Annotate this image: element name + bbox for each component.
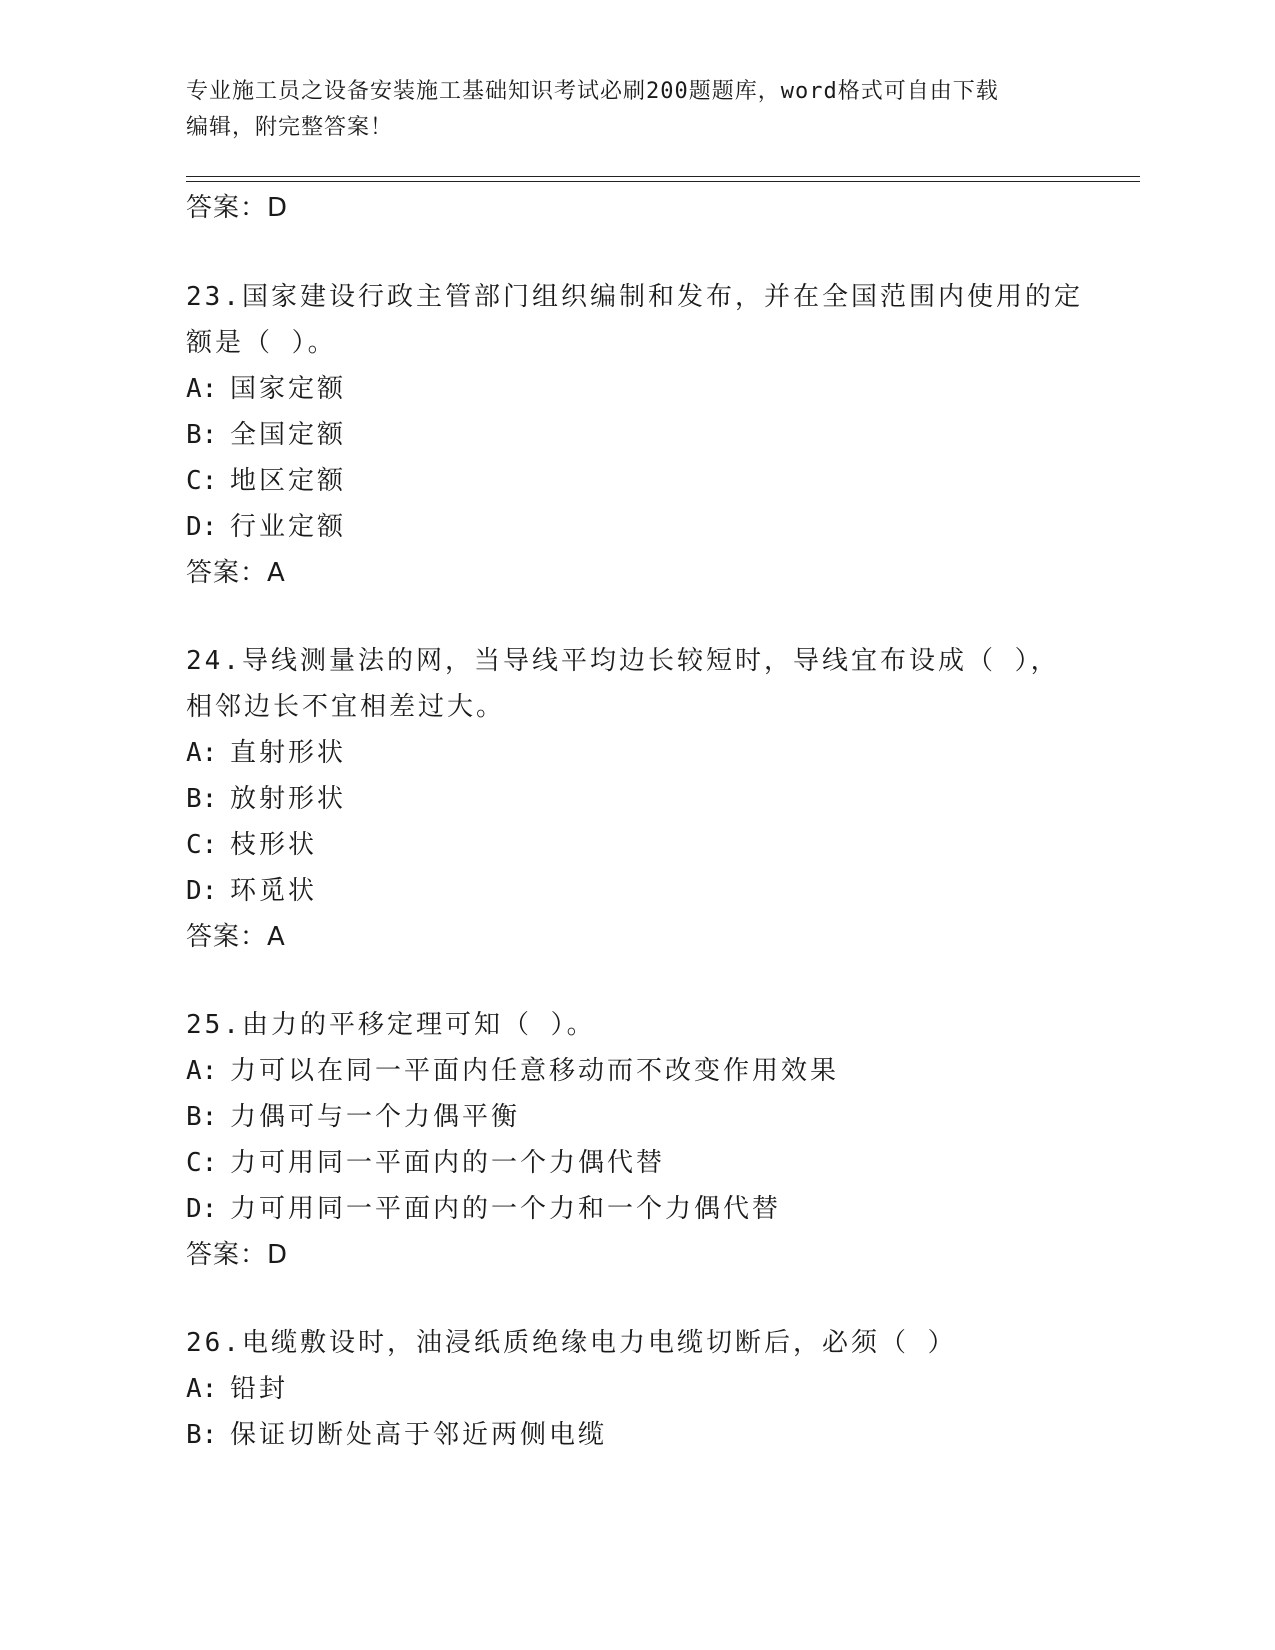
option-b (186, 1412, 1086, 1458)
option-letter: B: (186, 420, 218, 450)
option-text: 力可用同一平面内的一个力和一个力偶代替 (230, 1194, 782, 1224)
option-letter: C: (186, 830, 218, 860)
option-d (186, 868, 1086, 914)
option-text: 铅封 (230, 1374, 289, 1404)
question-text-line-1: 26.电缆敷设时，油浸纸质绝缘电力电缆切断后，必须（ ） (186, 1328, 957, 1358)
option-a (186, 1048, 1086, 1094)
option-text: 国家定额 (230, 374, 347, 404)
option-text: 力可用同一平面内的一个力偶代替 (230, 1148, 666, 1178)
header-line-2: 编辑，附完整答案！ (186, 115, 394, 140)
answer: 答案：A (186, 558, 286, 588)
option-d (186, 504, 1086, 550)
header-divider-top (186, 176, 1140, 177)
option-b (186, 412, 1086, 458)
question-25 (186, 1002, 1086, 1278)
previous-answer: 答案：D (186, 193, 289, 223)
option-text: 力偶可与一个力偶平衡 (230, 1102, 521, 1132)
option-text: 保证切断处高于邻近两侧电缆 (230, 1420, 608, 1450)
option-text: 地区定额 (230, 466, 347, 496)
option-text: 全国定额 (230, 420, 347, 450)
option-d (186, 1186, 1086, 1232)
question-23 (186, 274, 1086, 596)
option-letter: A: (186, 1374, 218, 1404)
question-text-line-1: 24.导线测量法的网，当导线平均边长较短时，导线宜布设成（ ）， (186, 646, 1060, 676)
option-text: 枝形状 (230, 830, 318, 860)
answer: 答案：D (186, 1240, 289, 1270)
header-divider-bottom (186, 181, 1140, 182)
option-text: 环觅状 (230, 876, 318, 906)
option-letter: A: (186, 1056, 218, 1086)
document-header (186, 74, 1086, 146)
option-c (186, 822, 1086, 868)
option-letter: A: (186, 374, 218, 404)
option-letter: B: (186, 1102, 218, 1132)
header-line-1: 专业施工员之设备安装施工基础知识考试必刷200题题库，word格式可自由下载 (186, 79, 999, 104)
option-a (186, 366, 1086, 412)
option-c (186, 458, 1086, 504)
option-letter: B: (186, 1420, 218, 1450)
option-text: 直射形状 (230, 738, 347, 768)
option-c (186, 1140, 1086, 1186)
option-text: 放射形状 (230, 784, 347, 814)
option-letter: B: (186, 784, 218, 814)
option-letter: D: (186, 512, 218, 542)
question-text-line-2: 额是（ ）。 (186, 328, 337, 358)
option-letter: A: (186, 738, 218, 768)
question-text-line-1: 25.由力的平移定理可知（ ）。 (186, 1010, 596, 1040)
option-b (186, 776, 1086, 822)
option-letter: C: (186, 1148, 218, 1178)
option-text: 力可以在同一平面内任意移动而不改变作用效果 (230, 1056, 840, 1086)
question-26 (186, 1320, 1086, 1458)
question-24 (186, 638, 1086, 960)
option-a (186, 730, 1086, 776)
option-text: 行业定额 (230, 512, 347, 542)
question-text-line-2: 相邻边长不宜相差过大。 (186, 692, 506, 722)
option-a (186, 1366, 1086, 1412)
answer: 答案：A (186, 922, 286, 952)
option-b (186, 1094, 1086, 1140)
option-letter: C: (186, 466, 218, 496)
option-letter: D: (186, 1194, 218, 1224)
option-letter: D: (186, 876, 218, 906)
question-text-line-1: 23.国家建设行政主管部门组织编制和发布，并在全国范围内使用的定 (186, 282, 1083, 312)
